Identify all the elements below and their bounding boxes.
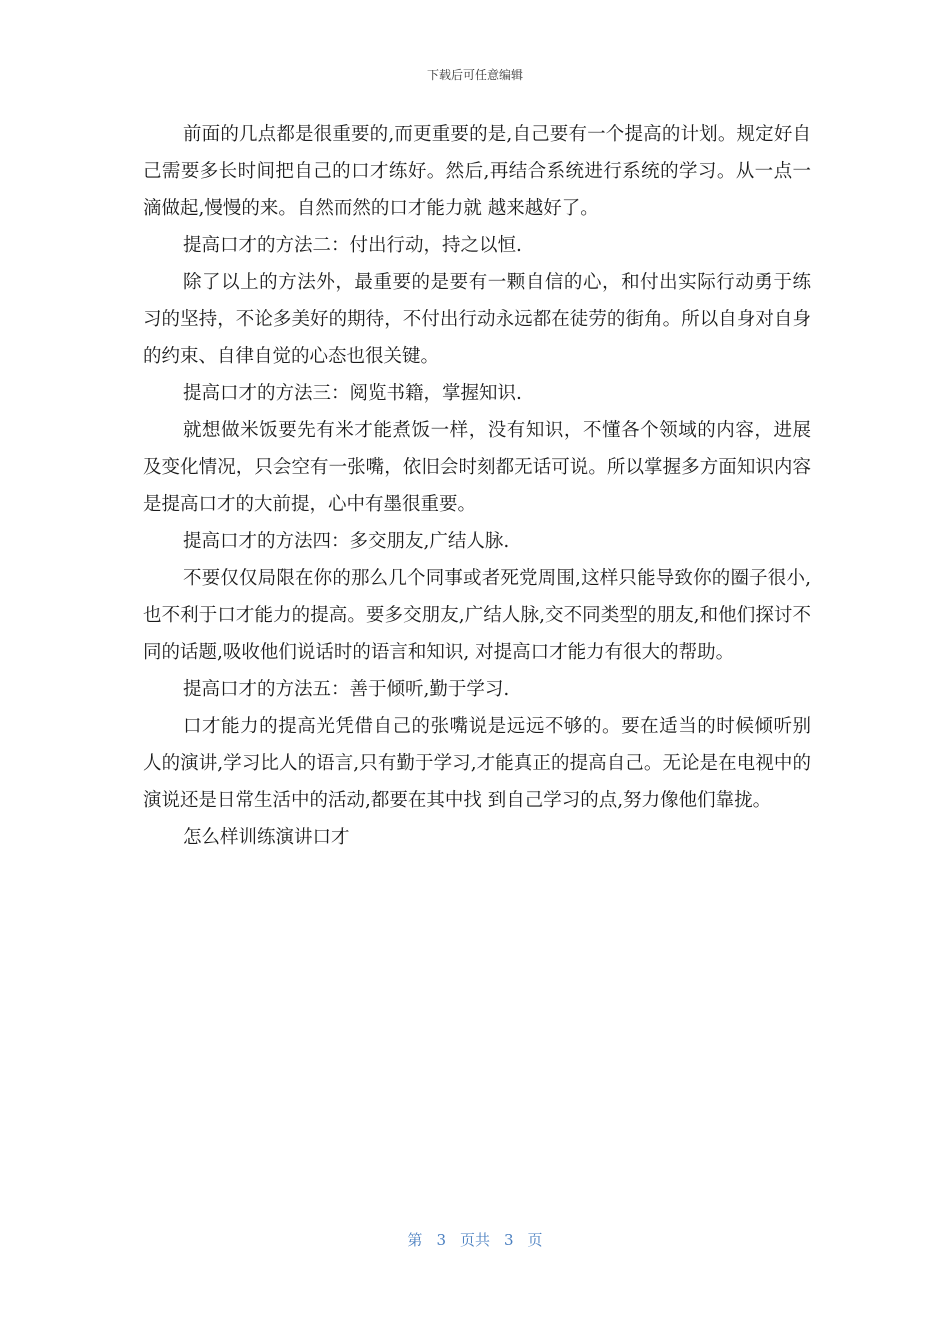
page-header-note: 下载后可任意编辑 bbox=[426, 68, 523, 82]
paragraph: 除了以上的方法外，最重要的是要有一颗自信的心，和付出实际行动勇于练习的坚持，不论多美好的期待，不付出行动永远都在徒劳的街角。所以自身对自身的约束、自律自觉的心态也很关键。 bbox=[143, 272, 811, 367]
paragraph: 不要仅仅局限在你的那么几个同事或者死党周围,这样只能导致你的圈子很小,也不利于口才能力的提高。要多交朋友,广结人脉,交不同类型的朋友,和他们探讨不同的话题,吸收他们说话时的语言和知识, 对提高口才能力有很大的帮助。 bbox=[143, 568, 811, 663]
document-body bbox=[143, 116, 811, 856]
footer-label-of: 页共 bbox=[459, 1231, 490, 1249]
section-heading: 提高口才的方法三：阅览书籍，掌握知识. bbox=[183, 383, 522, 404]
paragraph: 前面的几点都是很重要的,而更重要的是,自己要有一个提高的计划。规定好自己需要多长时间把自己的口才练好。然后,再结合系统进行系统的学习。从一点一滴做起,慢慢的来。自然而然的口才能力就 越来越好了。 bbox=[143, 124, 811, 219]
paragraph: 口才能力的提高光凭借自己的张嘴说是远远不够的。要在适当的时候倾听别人的演讲,学习比人的语言,只有勤于学习,才能真正的提高自己。无论是在电视中的演说还是日常生活中的活动,都要在其中找 到自己学习的点,努力像他们靠拢。 bbox=[143, 716, 811, 811]
section-heading: 提高口才的方法五：善于倾听,勤于学习. bbox=[183, 679, 510, 700]
paragraph: 就想做米饭要先有米才能煮饭一样，没有知识，不懂各个领域的内容，进展及变化情况，只会空有一张嘴，依旧会时刻都无话可说。所以掌握多方面知识内容是提高口才的大前提，心中有墨很重要。 bbox=[143, 420, 811, 515]
section-heading: 怎么样训练演讲口才 bbox=[183, 827, 350, 848]
footer-label-end: 页 bbox=[527, 1231, 543, 1249]
footer-label-page: 第 bbox=[407, 1231, 423, 1249]
section-heading: 提高口才的方法四：多交朋友,广结人脉. bbox=[183, 531, 510, 552]
page-footer bbox=[0, 1229, 950, 1250]
footer-current-page: 3 bbox=[436, 1231, 446, 1249]
section-heading: 提高口才的方法二：付出行动，持之以恒. bbox=[183, 235, 522, 256]
footer-total-pages: 3 bbox=[504, 1231, 514, 1249]
